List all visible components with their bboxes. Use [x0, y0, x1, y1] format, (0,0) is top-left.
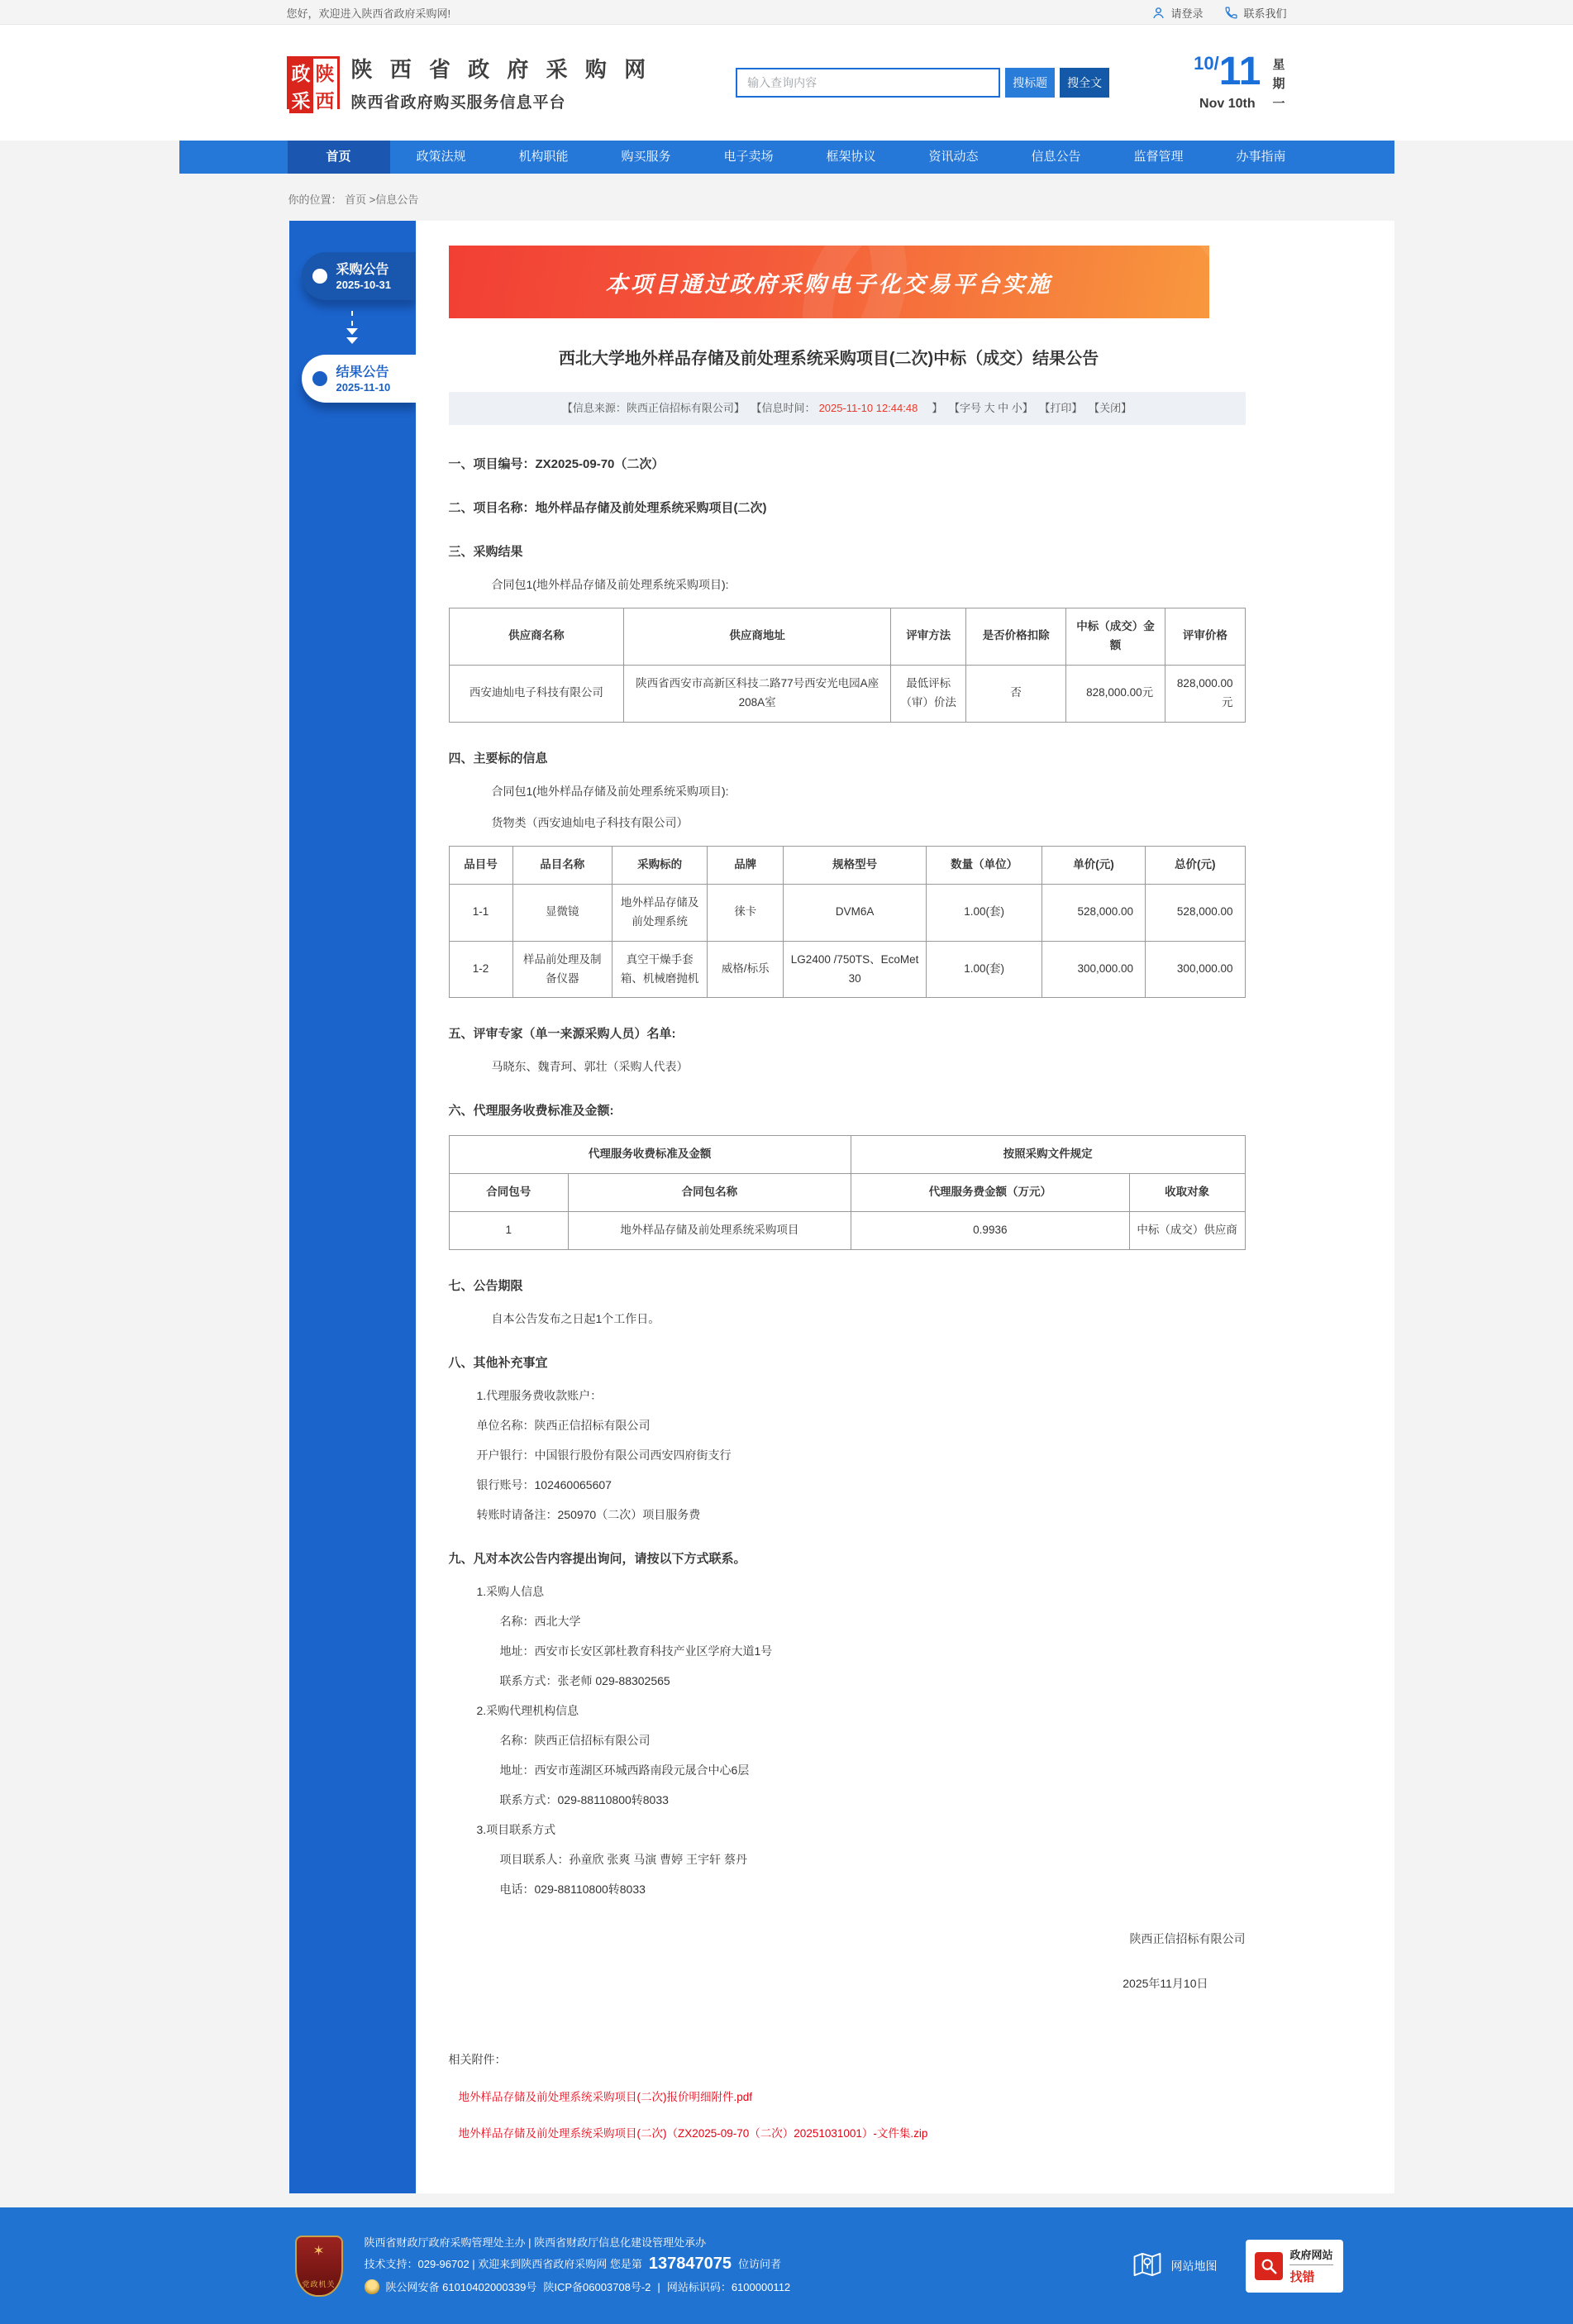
col-header: 采购标的: [612, 846, 708, 884]
brand: 威格/标乐: [708, 941, 783, 998]
col-header: 单价(元): [1042, 846, 1145, 884]
search-fulltext-button[interactable]: 搜全文: [1060, 68, 1109, 98]
contact-line: 2.采购代理机构信息: [476, 1704, 579, 1718]
nav-item-announcements[interactable]: 信息公告: [1031, 150, 1081, 164]
search-bar: [736, 68, 1109, 98]
col-header: 供应商名称: [449, 608, 624, 666]
footer-beian-line: [365, 2279, 791, 2294]
evaluated-price: 828,000.00元: [1165, 665, 1245, 722]
date-widget: [1194, 52, 1286, 113]
brand: 徕卡: [708, 884, 783, 941]
col-header: 规格型号: [783, 846, 926, 884]
breadcrumb-home-link[interactable]: 首页: [345, 193, 367, 206]
site-logo[interactable]: [287, 53, 652, 112]
date-month: 10/: [1194, 53, 1219, 74]
seal-char: 采: [289, 86, 313, 113]
date-english: Nov 10th: [1199, 97, 1256, 112]
attachment-pdf-link[interactable]: 地外样品存储及前处理系统采购项目(二次)报价明细附件.pdf: [458, 2091, 753, 2104]
print-button[interactable]: 【打印】: [1039, 402, 1083, 414]
banner-text: 本项目通过政府采购电子化交易平台实施: [605, 271, 1052, 297]
support-text: 技术支持：029-96702 | 欢迎来到陕西省政府采购网 您是第: [364, 2257, 642, 2270]
search-input[interactable]: [736, 68, 1000, 98]
timeline-step-title: 结果公告: [336, 365, 389, 379]
footer-support-line: [365, 2255, 791, 2272]
magnifier-icon: [1255, 2252, 1283, 2280]
login-link[interactable]: [1151, 5, 1203, 21]
nav-item-functions[interactable]: 机构职能: [518, 150, 569, 164]
nav-item-news[interactable]: 资讯动态: [928, 150, 979, 164]
contact-line: 名称：西北大学: [499, 1615, 581, 1629]
site-subtitle: 陕西省政府购买服务信息平台: [350, 94, 566, 112]
star-icon: ✶: [312, 2242, 325, 2259]
gongan-beian[interactable]: 陕公网安备 61010402000339号: [385, 2280, 537, 2293]
site-title: 陕 西 省 政 府 采 购 网: [350, 57, 652, 82]
col-header: 评审方法: [890, 608, 965, 666]
visitor-count: 137847075: [648, 2255, 732, 2274]
timeline-dot: [312, 269, 327, 284]
col-header: 代理服务费金额（万元）: [851, 1174, 1129, 1212]
nav-item-emall[interactable]: 电子卖场: [723, 150, 774, 164]
emblem-label: 党政机关: [302, 2279, 336, 2288]
breadcrumb: [179, 174, 1394, 221]
close-button[interactable]: 【关闭】: [1089, 402, 1132, 414]
contact-line: 电话：029-88110800转8033: [499, 1883, 646, 1897]
sitemap-link[interactable]: [1132, 2249, 1218, 2283]
section-1-project-number: 一、项目编号：ZX2025-09-70（二次）: [448, 457, 665, 471]
nav-item-framework[interactable]: 框架协议: [826, 150, 876, 164]
supplementary-line: 1.代理服务费收款账户：: [476, 1389, 603, 1403]
procurement-target: 地外样品存储及前处理系统: [612, 884, 708, 941]
contact-line: 1.采购人信息: [476, 1585, 545, 1599]
error-badge-action: 找错: [1289, 2270, 1315, 2285]
total-price: 300,000.00: [1146, 941, 1245, 998]
col-header: 是否价格扣除: [966, 608, 1065, 666]
supplier-address: 陕西省西安市高新区科技二路77号西安光电园A座208A室: [624, 665, 891, 722]
user-icon: [1151, 6, 1165, 20]
section-9-contacts: 九、凡对本次公告内容提出询问，请按以下方式联系。: [448, 1552, 746, 1567]
breadcrumb-separator: >: [369, 193, 376, 206]
timeline-arrow-down-icon: [289, 300, 416, 355]
party-government-emblem-icon: [295, 2236, 343, 2297]
seal-char: 陕: [313, 59, 337, 86]
col-header: 合同包名称: [568, 1174, 851, 1212]
timeline-dot: [312, 371, 327, 386]
contact-line: 名称：陕西正信招标有限公司: [499, 1734, 651, 1748]
section-5-experts: 五、评审专家（单一来源采购人员）名单:: [448, 1027, 676, 1042]
font-size-control[interactable]: 【字号 大 中 小】: [948, 402, 1033, 414]
contact-line: 项目联系人：孙童欣 张爽 马演 曹婷 王宇轩 蔡丹: [499, 1853, 747, 1867]
goods-category-note: 货物类（西安迪灿电子科技有限公司）: [491, 815, 689, 829]
quantity: 1.00(套): [927, 884, 1042, 941]
package-no: 1: [449, 1212, 568, 1250]
site-footer: [0, 2207, 1573, 2324]
police-badge-icon: [365, 2279, 379, 2294]
unit-price: 300,000.00: [1042, 941, 1145, 998]
attachments-label: 相关附件：: [448, 2053, 507, 2067]
main-nav: [179, 141, 1394, 174]
supplementary-line: 单位名称：陕西正信招标有限公司: [476, 1419, 651, 1433]
section-7-period: 七、公告期限: [448, 1279, 523, 1294]
section-8-supplementary: 八、其他补充事宜: [448, 1356, 548, 1371]
fee-table: [449, 1135, 1246, 1250]
divider: |: [657, 2280, 660, 2293]
evaluation-method: 最低评标（审）价法: [890, 665, 965, 722]
procurement-target: 真空干燥手套箱、机械磨抛机: [612, 941, 708, 998]
award-amount: 828,000.00元: [1065, 665, 1165, 722]
meta-time: 2025-11-10 12:44:48: [818, 402, 918, 414]
signature-organization: 陕西正信招标有限公司: [1129, 1932, 1246, 1946]
contract-package-note: 合同包1(地外样品存储及前处理系统采购项目):: [491, 784, 729, 798]
contact-line: 联系方式：张老师 029-88302565: [499, 1674, 670, 1688]
phone-icon: [1224, 6, 1238, 20]
col-header: 品目号: [449, 846, 512, 884]
contact-line: 地址：西安市莲湖区环城西路南段元晟合中心6层: [499, 1763, 750, 1778]
announcement-timeline: [289, 221, 416, 2193]
contract-package-note: 合同包1(地外样品存储及前处理系统采购项目):: [491, 578, 729, 591]
item-no: 1-1: [449, 884, 512, 941]
meta-time-prefix: 【信息时间：: [751, 402, 816, 414]
model: DVM6A: [783, 884, 926, 941]
col-header: 中标（成交）金额: [1065, 608, 1165, 666]
price-deduction: 否: [966, 665, 1065, 722]
timeline-step-procurement-announcement[interactable]: [302, 252, 416, 300]
supplementary-line: 银行账号：102460065607: [476, 1478, 612, 1492]
breadcrumb-label: 你的位置：: [288, 193, 342, 206]
items-table: [449, 846, 1246, 999]
contact-label: 联系我们: [1243, 7, 1287, 20]
footer-gap: [0, 2193, 1573, 2207]
site-header: [0, 25, 1573, 141]
article-panel: [416, 221, 1394, 2193]
col-header: 供应商地址: [624, 608, 891, 666]
supplementary-line: 开户银行：中国银行股份有限公司西安四府街支行: [476, 1448, 732, 1463]
nav-item-home[interactable]: 首页: [288, 141, 390, 174]
col-header: 合同包号: [449, 1174, 568, 1212]
col-header: 数量（单位）: [927, 846, 1042, 884]
fee-payer: 中标（成交）供应商: [1129, 1212, 1245, 1250]
meta-time-suffix: 】: [921, 402, 943, 414]
period-note: 自本公告发布之日起1个工作日。: [491, 1312, 660, 1326]
login-label: 请登录: [1170, 7, 1204, 20]
date-weekday: 星期一: [1272, 58, 1285, 111]
col-header: 评审价格: [1165, 608, 1245, 666]
quantity: 1.00(套): [927, 941, 1042, 998]
model: LG2400 /750TS、EcoMet 30: [783, 941, 926, 998]
content-area: [179, 221, 1394, 2193]
top-bar: [0, 0, 1573, 25]
fee-amount: 0.9936: [851, 1212, 1129, 1250]
timeline-step-title: 采购公告: [336, 262, 389, 277]
supplier-name: 西安迪灿电子科技有限公司: [449, 665, 624, 722]
table-row: [449, 884, 1245, 941]
item-no: 1-2: [449, 941, 512, 998]
contact-line: 3.项目联系方式: [476, 1823, 556, 1837]
section-6-agency-fee: 六、代理服务收费标准及金额:: [448, 1104, 614, 1119]
item-name: 显微镜: [512, 884, 612, 941]
group-header: 按照采购文件规定: [851, 1136, 1245, 1174]
seal-char: 政: [289, 59, 313, 86]
col-header: 总价(元): [1146, 846, 1245, 884]
meta-source: 【信息来源：陕西正信招标有限公司】: [561, 402, 745, 414]
attachment-zip-link[interactable]: 地外样品存储及前处理系统采购项目(二次)（ZX2025-09-70（二次）20251031001）-文件集.zip: [458, 2127, 928, 2140]
article-meta-bar: [449, 392, 1246, 425]
nav-item-supervision[interactable]: 监督管理: [1133, 150, 1184, 164]
group-header: 代理服务收费标准及金额: [449, 1136, 851, 1174]
breadcrumb-current: 信息公告: [375, 193, 419, 206]
search-title-button[interactable]: 搜标题: [1005, 68, 1055, 98]
timeline-step-result-announcement[interactable]: [302, 355, 416, 403]
experts-list: 马晓东、魏青珂、郭壮（采购人代表）: [491, 1060, 689, 1074]
gov-site-error-report-badge[interactable]: [1246, 2240, 1343, 2293]
section-2-project-name: 二、项目名称：地外样品存储及前处理系统采购项目(二次): [448, 501, 767, 515]
timeline-step-date: 2025-11-10: [336, 380, 391, 394]
nav-item-policy[interactable]: 政策法规: [416, 150, 466, 164]
platform-banner: [449, 246, 1209, 318]
error-badge-title: 政府网站: [1289, 2246, 1332, 2265]
col-header: 品目名称: [512, 846, 612, 884]
unit-price: 528,000.00: [1042, 884, 1145, 941]
supplementary-line: 转账时请备注：250970（二次）项目服务费: [476, 1508, 701, 1522]
timeline-step-date: 2025-10-31: [336, 278, 391, 291]
nav-item-guide[interactable]: 办事指南: [1236, 150, 1286, 164]
footer-hosting-line: 陕西省财政厅政府采购管理处主办 | 陕西省财政厅信息化建设管理处承办: [364, 2236, 707, 2250]
table-row: [449, 941, 1245, 998]
nav-item-purchase-service[interactable]: 购买服务: [621, 150, 671, 164]
date-day: 11: [1218, 50, 1261, 94]
section-4-main-items: 四、主要标的信息: [448, 751, 548, 766]
signature-date: 2025年11月10日: [1123, 1977, 1208, 1991]
seal-char: 西: [313, 86, 337, 113]
col-header: 品牌: [708, 846, 783, 884]
site-code: 网站标识码：6100000112: [666, 2280, 791, 2293]
table-row: [449, 1212, 1245, 1250]
col-header: 收取对象: [1129, 1174, 1245, 1212]
contact-line: 联系方式：029-88110800转8033: [499, 1793, 669, 1807]
contact-line: 地址：西安市长安区郭杜教育科技产业区学府大道1号: [499, 1644, 773, 1658]
visitor-suffix: 位访问者: [738, 2257, 782, 2270]
item-name: 样品前处理及制备仪器: [512, 941, 612, 998]
contact-link[interactable]: [1224, 5, 1286, 21]
result-table: [449, 608, 1246, 723]
total-price: 528,000.00: [1146, 884, 1245, 941]
sitemap-label: 网站地图: [1170, 2259, 1218, 2273]
section-3-result: 三、采购结果: [448, 545, 523, 559]
table-row: [449, 665, 1245, 722]
icp-beian[interactable]: 陕ICP备06003708号-2: [543, 2280, 651, 2293]
left-gutter: [179, 221, 289, 2193]
package-name: 地外样品存储及前处理系统采购项目: [568, 1212, 851, 1250]
article-title: 西北大学地外样品存储及前处理系统采购项目(二次)中标（成交）结果公告: [558, 350, 1099, 368]
logo-seal-icon: [287, 56, 340, 112]
map-icon: [1132, 2249, 1163, 2283]
welcome-text: 您好，欢迎进入陕西省政府采购网!: [286, 7, 451, 20]
